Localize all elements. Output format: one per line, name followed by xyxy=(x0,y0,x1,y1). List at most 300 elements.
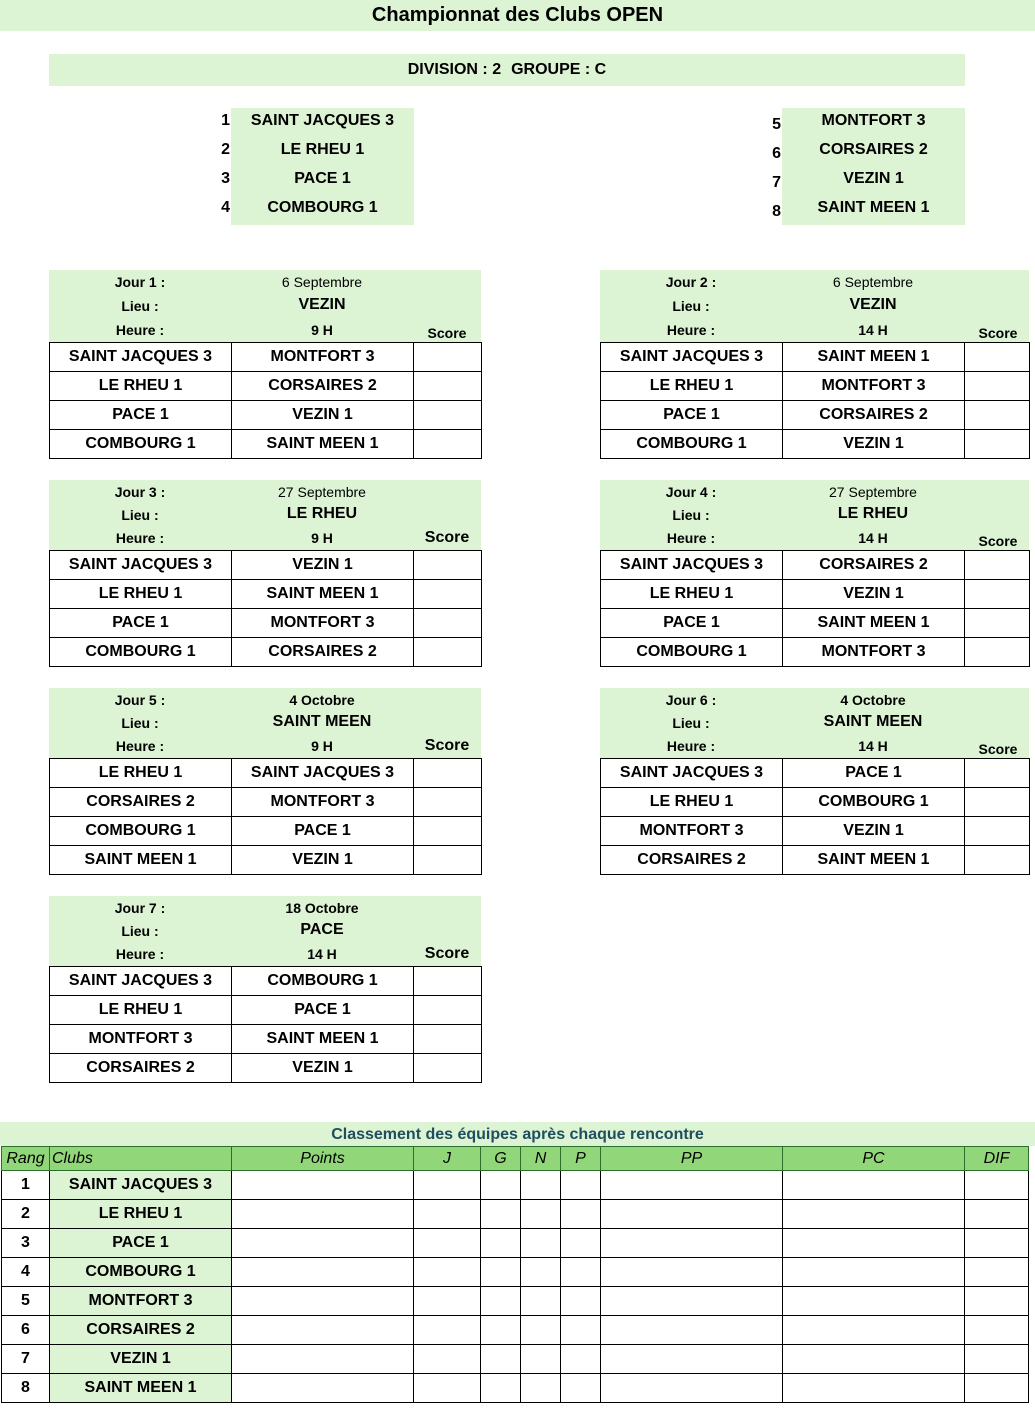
team-name: SAINT JACQUES 3 xyxy=(250,112,395,129)
jour-label: Jour 6 : xyxy=(665,692,717,708)
match-table xyxy=(600,342,1030,459)
home-team: LE RHEU 1 xyxy=(50,759,232,788)
match-row xyxy=(601,580,1030,609)
pp-cell[interactable] xyxy=(601,1229,783,1258)
col-g: G xyxy=(481,1147,521,1171)
division-banner xyxy=(49,54,965,86)
away-team: COMBOURG 1 xyxy=(783,788,965,817)
jour-label: Jour 3 : xyxy=(114,484,166,500)
away-team: CORSAIRES 2 xyxy=(232,638,414,667)
dif-cell[interactable] xyxy=(965,1258,1029,1287)
jour-1-block xyxy=(49,270,481,459)
score-label: Score xyxy=(424,737,470,754)
score-label: Score xyxy=(427,325,467,341)
away-team: MONTFORT 3 xyxy=(783,372,965,401)
rang-cell: 8 xyxy=(2,1374,50,1403)
match-row xyxy=(50,788,482,817)
club-cell: MONTFORT 3 xyxy=(50,1287,232,1316)
jour-label: Jour 4 : xyxy=(665,484,717,500)
home-team: COMBOURG 1 xyxy=(50,638,232,667)
p-cell[interactable] xyxy=(561,1316,601,1345)
team-list-left-items xyxy=(210,108,414,224)
jour-date: 27 Septembre xyxy=(829,484,917,500)
away-team: MONTFORT 3 xyxy=(232,609,414,638)
team-entry xyxy=(210,195,414,224)
team-number: 7 xyxy=(772,174,781,191)
team-number: 5 xyxy=(772,116,781,133)
club-cell: COMBOURG 1 xyxy=(50,1258,232,1287)
jour-header xyxy=(600,480,1029,550)
home-team: LE RHEU 1 xyxy=(601,580,783,609)
club-cell: LE RHEU 1 xyxy=(50,1200,232,1229)
team-number: 3 xyxy=(221,170,230,187)
dif-cell[interactable] xyxy=(965,1171,1029,1200)
away-team: VEZIN 1 xyxy=(783,817,965,846)
team-entry xyxy=(761,137,965,166)
pc-cell[interactable] xyxy=(783,1171,965,1200)
score-cell[interactable] xyxy=(414,343,482,372)
points-cell[interactable] xyxy=(232,1316,414,1345)
score-cell[interactable] xyxy=(414,580,482,609)
j-cell[interactable] xyxy=(414,1258,481,1287)
jour-label: Jour 1 : xyxy=(114,274,166,290)
dif-cell[interactable] xyxy=(965,1200,1029,1229)
col-clubs: Clubs xyxy=(50,1147,232,1171)
away-team: COMBOURG 1 xyxy=(232,967,414,996)
match-row xyxy=(601,401,1030,430)
score-label: Score xyxy=(978,741,1018,757)
score-cell[interactable] xyxy=(965,372,1030,401)
score-cell[interactable] xyxy=(965,759,1030,788)
match-row xyxy=(601,430,1030,459)
jour-heure: 14 H xyxy=(858,322,888,338)
pc-cell[interactable] xyxy=(783,1316,965,1345)
team-number: 2 xyxy=(221,141,230,158)
heure-label: Heure : xyxy=(666,738,716,754)
jour-heure: 14 H xyxy=(858,738,888,754)
home-team: MONTFORT 3 xyxy=(50,1025,232,1054)
team-entry xyxy=(761,166,965,195)
away-team: SAINT MEEN 1 xyxy=(232,430,414,459)
match-row xyxy=(50,551,482,580)
home-team: SAINT JACQUES 3 xyxy=(50,343,232,372)
jour-date: 4 Octobre xyxy=(840,692,906,708)
standings-title: Classement des équipes après chaque rencontre xyxy=(0,1122,1035,1146)
match-row xyxy=(601,609,1030,638)
j-cell[interactable] xyxy=(414,1345,481,1374)
standings-row xyxy=(2,1200,1029,1229)
match-row xyxy=(601,846,1030,875)
home-team: SAINT JACQUES 3 xyxy=(601,759,783,788)
col-points: Points xyxy=(232,1147,414,1171)
home-team: PACE 1 xyxy=(50,401,232,430)
heure-label: Heure : xyxy=(115,322,165,338)
match-row xyxy=(50,1054,482,1083)
match-table xyxy=(49,342,482,459)
match-row xyxy=(50,372,482,401)
n-cell[interactable] xyxy=(521,1316,561,1345)
score-label: Score xyxy=(978,533,1018,549)
score-cell[interactable] xyxy=(414,551,482,580)
jour-header xyxy=(49,270,481,342)
j-cell[interactable] xyxy=(414,1171,481,1200)
standings-row xyxy=(2,1171,1029,1200)
standings-header-row xyxy=(2,1147,1029,1171)
jour-header xyxy=(49,480,481,550)
rang-cell: 7 xyxy=(2,1345,50,1374)
match-row xyxy=(50,1025,482,1054)
club-cell: CORSAIRES 2 xyxy=(50,1316,232,1345)
points-cell[interactable] xyxy=(232,1258,414,1287)
col-j: J xyxy=(414,1147,481,1171)
away-team: PACE 1 xyxy=(783,759,965,788)
away-team: CORSAIRES 2 xyxy=(783,401,965,430)
heure-label: Heure : xyxy=(115,946,165,962)
score-cell[interactable] xyxy=(965,638,1030,667)
score-cell[interactable] xyxy=(414,372,482,401)
score-cell[interactable] xyxy=(965,817,1030,846)
points-cell[interactable] xyxy=(232,1200,414,1229)
n-cell[interactable] xyxy=(521,1171,561,1200)
standings-table xyxy=(1,1146,1029,1403)
jour-lieu: VEZIN xyxy=(849,296,897,313)
score-cell[interactable] xyxy=(965,609,1030,638)
match-row xyxy=(601,788,1030,817)
club-cell: SAINT JACQUES 3 xyxy=(50,1171,232,1200)
score-cell[interactable] xyxy=(414,638,482,667)
home-team: COMBOURG 1 xyxy=(601,638,783,667)
points-cell[interactable] xyxy=(232,1345,414,1374)
away-team: VEZIN 1 xyxy=(232,401,414,430)
team-name: SAINT MEEN 1 xyxy=(817,199,930,216)
lieu-label: Lieu : xyxy=(672,507,710,523)
home-team: LE RHEU 1 xyxy=(50,580,232,609)
pc-cell[interactable] xyxy=(783,1374,965,1403)
pp-cell[interactable] xyxy=(601,1200,783,1229)
col-p: P xyxy=(561,1147,601,1171)
score-cell[interactable] xyxy=(414,967,482,996)
jour-3-block xyxy=(49,480,481,667)
division-label: DIVISION : 2 xyxy=(407,61,502,78)
p-cell[interactable] xyxy=(561,1171,601,1200)
p-cell[interactable] xyxy=(561,1258,601,1287)
home-team: COMBOURG 1 xyxy=(50,817,232,846)
away-team: SAINT MEEN 1 xyxy=(783,609,965,638)
j-cell[interactable] xyxy=(414,1316,481,1345)
n-cell[interactable] xyxy=(521,1258,561,1287)
jour-date: 27 Septembre xyxy=(278,484,366,500)
home-team: CORSAIRES 2 xyxy=(50,788,232,817)
away-team: PACE 1 xyxy=(232,817,414,846)
rang-cell: 6 xyxy=(2,1316,50,1345)
pp-cell[interactable] xyxy=(601,1171,783,1200)
home-team: CORSAIRES 2 xyxy=(50,1054,232,1083)
pc-cell[interactable] xyxy=(783,1287,965,1316)
home-team: SAINT JACQUES 3 xyxy=(50,551,232,580)
match-row xyxy=(601,343,1030,372)
match-row xyxy=(50,817,482,846)
team-entry xyxy=(761,108,965,137)
dif-cell[interactable] xyxy=(965,1316,1029,1345)
pc-cell[interactable] xyxy=(783,1345,965,1374)
p-cell[interactable] xyxy=(561,1229,601,1258)
jour-lieu: LE RHEU xyxy=(837,505,909,522)
n-cell[interactable] xyxy=(521,1229,561,1258)
score-cell[interactable] xyxy=(965,551,1030,580)
match-row xyxy=(50,638,482,667)
score-cell[interactable] xyxy=(414,401,482,430)
home-team: SAINT JACQUES 3 xyxy=(50,967,232,996)
match-table xyxy=(600,758,1030,875)
points-cell[interactable] xyxy=(232,1374,414,1403)
match-row xyxy=(50,430,482,459)
g-cell[interactable] xyxy=(481,1345,521,1374)
home-team: LE RHEU 1 xyxy=(50,996,232,1025)
away-team: VEZIN 1 xyxy=(783,430,965,459)
jour-lieu: SAINT MEEN xyxy=(272,713,372,730)
score-cell[interactable] xyxy=(965,401,1030,430)
j-cell[interactable] xyxy=(414,1229,481,1258)
away-team: SAINT MEEN 1 xyxy=(232,1025,414,1054)
club-cell: VEZIN 1 xyxy=(50,1345,232,1374)
match-row xyxy=(601,638,1030,667)
score-cell[interactable] xyxy=(965,343,1030,372)
p-cell[interactable] xyxy=(561,1374,601,1403)
jour-label: Jour 2 : xyxy=(665,274,717,290)
heure-label: Heure : xyxy=(115,738,165,754)
match-row xyxy=(601,817,1030,846)
score-cell[interactable] xyxy=(965,580,1030,609)
club-cell: PACE 1 xyxy=(50,1229,232,1258)
rang-cell: 3 xyxy=(2,1229,50,1258)
standings-row xyxy=(2,1316,1029,1345)
team-entry xyxy=(210,166,414,195)
match-row xyxy=(50,343,482,372)
rang-cell: 1 xyxy=(2,1171,50,1200)
home-team: SAINT JACQUES 3 xyxy=(601,551,783,580)
n-cell[interactable] xyxy=(521,1345,561,1374)
team-entry xyxy=(210,137,414,166)
n-cell[interactable] xyxy=(521,1200,561,1229)
team-number: 8 xyxy=(772,203,781,220)
jour-heure: 9 H xyxy=(311,738,333,754)
g-cell[interactable] xyxy=(481,1374,521,1403)
score-cell[interactable] xyxy=(965,788,1030,817)
jour-5-block xyxy=(49,688,481,875)
jour-date: 6 Septembre xyxy=(281,274,363,290)
standings-row xyxy=(2,1258,1029,1287)
col-n: N xyxy=(521,1147,561,1171)
match-row xyxy=(601,372,1030,401)
standings-row xyxy=(2,1287,1029,1316)
jour-heure: 14 H xyxy=(307,946,337,962)
score-cell[interactable] xyxy=(414,817,482,846)
jour-date: 4 Octobre xyxy=(289,692,355,708)
p-cell[interactable] xyxy=(561,1200,601,1229)
score-cell[interactable] xyxy=(414,609,482,638)
away-team: SAINT MEEN 1 xyxy=(783,343,965,372)
away-team: CORSAIRES 2 xyxy=(232,372,414,401)
away-team: MONTFORT 3 xyxy=(232,343,414,372)
home-team: MONTFORT 3 xyxy=(601,817,783,846)
team-entry xyxy=(761,195,965,224)
away-team: SAINT MEEN 1 xyxy=(232,580,414,609)
col-pp: PP xyxy=(601,1147,783,1171)
jour-date: 18 Octobre xyxy=(285,900,359,916)
match-table xyxy=(49,758,482,875)
team-entry xyxy=(210,108,414,137)
away-team: VEZIN 1 xyxy=(783,580,965,609)
rang-cell: 4 xyxy=(2,1258,50,1287)
heure-label: Heure : xyxy=(115,530,165,546)
match-row xyxy=(50,401,482,430)
jour-lieu: LE RHEU xyxy=(286,505,358,522)
score-cell[interactable] xyxy=(414,788,482,817)
home-team: PACE 1 xyxy=(601,401,783,430)
pp-cell[interactable] xyxy=(601,1374,783,1403)
away-team: CORSAIRES 2 xyxy=(783,551,965,580)
jour-header xyxy=(600,270,1029,342)
standings-row xyxy=(2,1229,1029,1258)
jour-label: Jour 5 : xyxy=(114,692,166,708)
pp-cell[interactable] xyxy=(601,1258,783,1287)
jour-header xyxy=(600,688,1029,758)
n-cell[interactable] xyxy=(521,1287,561,1316)
lieu-label: Lieu : xyxy=(121,298,159,314)
team-name: VEZIN 1 xyxy=(843,170,904,187)
team-name: MONTFORT 3 xyxy=(821,112,926,129)
team-number: 1 xyxy=(221,112,230,129)
lieu-label: Lieu : xyxy=(672,298,710,314)
match-row xyxy=(601,759,1030,788)
home-team: LE RHEU 1 xyxy=(50,372,232,401)
home-team: COMBOURG 1 xyxy=(50,430,232,459)
away-team: VEZIN 1 xyxy=(232,551,414,580)
away-team: MONTFORT 3 xyxy=(783,638,965,667)
lieu-label: Lieu : xyxy=(121,923,159,939)
page-title: Championnat des Clubs OPEN xyxy=(0,0,1035,31)
home-team: SAINT MEEN 1 xyxy=(50,846,232,875)
score-cell[interactable] xyxy=(965,846,1030,875)
match-row xyxy=(50,580,482,609)
home-team: LE RHEU 1 xyxy=(601,788,783,817)
score-label: Score xyxy=(424,529,470,546)
j-cell[interactable] xyxy=(414,1374,481,1403)
score-label: Score xyxy=(424,945,470,962)
pc-cell[interactable] xyxy=(783,1229,965,1258)
jour-lieu: VEZIN xyxy=(298,296,346,313)
match-row xyxy=(50,996,482,1025)
score-cell[interactable] xyxy=(414,1025,482,1054)
score-cell[interactable] xyxy=(414,1054,482,1083)
dif-cell[interactable] xyxy=(965,1345,1029,1374)
p-cell[interactable] xyxy=(561,1345,601,1374)
jour-heure: 9 H xyxy=(311,530,333,546)
points-cell[interactable] xyxy=(232,1171,414,1200)
points-cell[interactable] xyxy=(232,1287,414,1316)
n-cell[interactable] xyxy=(521,1374,561,1403)
col-pc: PC xyxy=(783,1147,965,1171)
team-name: COMBOURG 1 xyxy=(267,199,378,216)
home-team: PACE 1 xyxy=(601,609,783,638)
g-cell[interactable] xyxy=(481,1171,521,1200)
g-cell[interactable] xyxy=(481,1200,521,1229)
jour-heure: 14 H xyxy=(858,530,888,546)
jour-4-block xyxy=(600,480,1029,667)
points-cell[interactable] xyxy=(232,1229,414,1258)
dif-cell[interactable] xyxy=(965,1229,1029,1258)
pp-cell[interactable] xyxy=(601,1287,783,1316)
score-cell[interactable] xyxy=(414,996,482,1025)
away-team: MONTFORT 3 xyxy=(232,788,414,817)
home-team: PACE 1 xyxy=(50,609,232,638)
club-cell: SAINT MEEN 1 xyxy=(50,1374,232,1403)
away-team: VEZIN 1 xyxy=(232,846,414,875)
team-number: 4 xyxy=(221,199,230,216)
jour-lieu: SAINT MEEN xyxy=(823,713,923,730)
lieu-label: Lieu : xyxy=(121,507,159,523)
score-cell[interactable] xyxy=(965,430,1030,459)
match-row xyxy=(50,759,482,788)
standings-row xyxy=(2,1345,1029,1374)
pp-cell[interactable] xyxy=(601,1345,783,1374)
team-list-right-items xyxy=(761,108,965,224)
jour-7-block xyxy=(49,896,481,1083)
lieu-label: Lieu : xyxy=(121,715,159,731)
jour-lieu: PACE xyxy=(300,921,344,938)
home-team: CORSAIRES 2 xyxy=(601,846,783,875)
g-cell[interactable] xyxy=(481,1258,521,1287)
p-cell[interactable] xyxy=(561,1287,601,1316)
home-team: LE RHEU 1 xyxy=(601,372,783,401)
jour-label: Jour 7 : xyxy=(114,900,166,916)
g-cell[interactable] xyxy=(481,1316,521,1345)
pc-cell[interactable] xyxy=(783,1200,965,1229)
match-table xyxy=(49,550,482,667)
pc-cell[interactable] xyxy=(783,1258,965,1287)
team-name: PACE 1 xyxy=(294,170,351,187)
dif-cell[interactable] xyxy=(965,1287,1029,1316)
team-name: LE RHEU 1 xyxy=(280,141,365,158)
home-team: SAINT JACQUES 3 xyxy=(601,343,783,372)
score-cell[interactable] xyxy=(414,430,482,459)
standings-row xyxy=(2,1374,1029,1403)
rang-cell: 2 xyxy=(2,1200,50,1229)
match-row xyxy=(50,846,482,875)
match-table xyxy=(49,966,482,1083)
team-number: 6 xyxy=(772,145,781,162)
away-team: SAINT JACQUES 3 xyxy=(232,759,414,788)
jour-header xyxy=(49,896,481,966)
dif-cell[interactable] xyxy=(965,1374,1029,1403)
j-cell[interactable] xyxy=(414,1287,481,1316)
g-cell[interactable] xyxy=(481,1287,521,1316)
team-name: CORSAIRES 2 xyxy=(819,141,928,158)
match-row xyxy=(50,609,482,638)
away-team: SAINT MEEN 1 xyxy=(783,846,965,875)
col-rang: Rang xyxy=(2,1147,50,1171)
j-cell[interactable] xyxy=(414,1200,481,1229)
jour-header xyxy=(49,688,481,758)
score-cell[interactable] xyxy=(414,846,482,875)
home-team: COMBOURG 1 xyxy=(601,430,783,459)
score-cell[interactable] xyxy=(414,759,482,788)
pp-cell[interactable] xyxy=(601,1316,783,1345)
jour-2-block xyxy=(600,270,1029,459)
g-cell[interactable] xyxy=(481,1229,521,1258)
away-team: VEZIN 1 xyxy=(232,1054,414,1083)
col-dif: DIF xyxy=(965,1147,1029,1171)
